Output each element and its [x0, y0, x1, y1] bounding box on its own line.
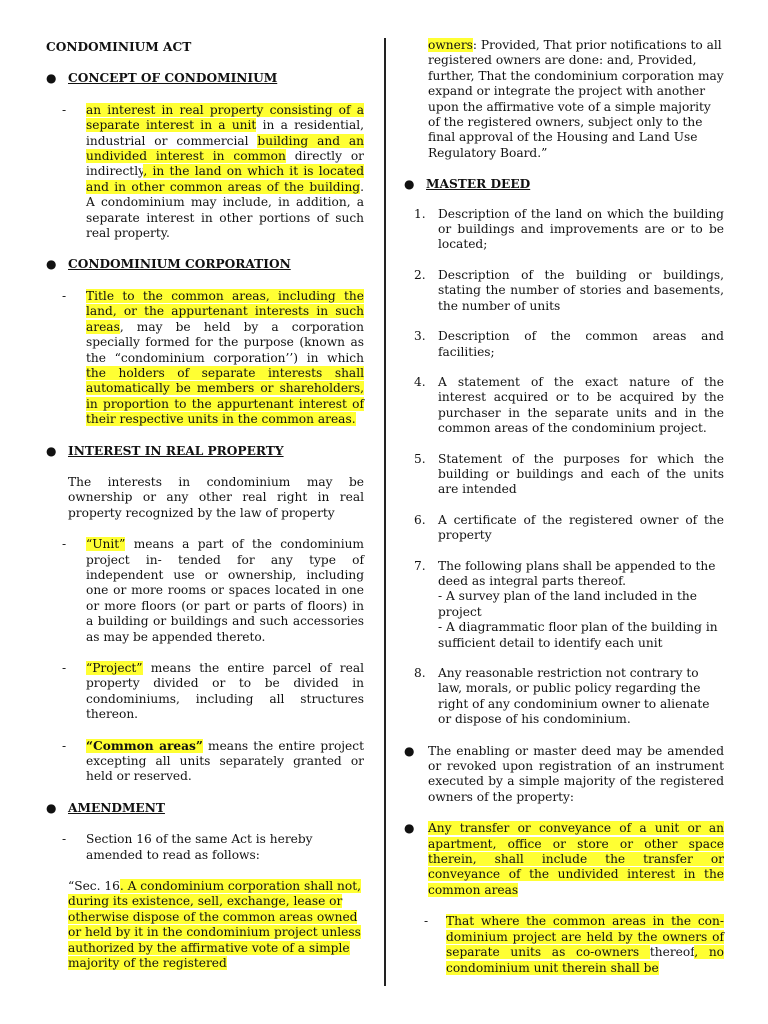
bullet-icon: ● — [404, 743, 415, 758]
list-item — [404, 375, 724, 437]
highlight: “Unit” — [86, 537, 126, 552]
dash-marker: - — [62, 288, 67, 303]
text-span: means a part of the condominium project in- tended for any type of independent use or ownership, including one or more rooms or spaces located in one or more floors (or part or parts of floors) in a building or buildings and such accessories as may be appended thereto. — [86, 537, 364, 644]
list-item-text: A statement of the exact nature of the interest acquired or to be acquired by the purchaser in the separate units and in the common areas of the condominium project. — [438, 374, 724, 436]
heading-master-deed — [404, 177, 724, 192]
dash-marker: - — [62, 738, 67, 753]
document-title: CONDOMINIUM ACT — [46, 40, 192, 54]
list-item — [404, 559, 724, 651]
highlight: “Project” — [86, 661, 143, 675]
unit-definition — [46, 537, 364, 645]
highlight: Title to the common areas, including the land, or the appurtenant interests in such areas — [86, 288, 364, 334]
list-item — [404, 452, 724, 498]
text-span: , may be held by a corporation specially formed for the purpose (known as the “condominium corporation’’) in which — [86, 319, 364, 365]
text-span: means the entire project excepting all units separately granted or held or reserved. — [86, 738, 364, 784]
bullet-icon: ● — [46, 257, 57, 272]
interest-paragraph: The interests in condominium may be ownership or any other real right in real property recognized by the law of property — [68, 474, 364, 520]
text-span: means the entire parcel of real property divided or to be divided in condominiums, including all structures thereon. — [86, 661, 364, 722]
list-item — [404, 666, 724, 728]
bullet-icon: ● — [404, 177, 415, 192]
dash-marker: - — [62, 102, 67, 117]
highlight: building and an undivided interest in common — [86, 133, 364, 164]
bullet-icon: ● — [404, 821, 415, 836]
bullet-icon: ● — [46, 443, 57, 458]
highlight: . A condominium corporation shall not, during its existence, sell, exchange, lease or otherwise dispose of the common areas owned or held by it in the condominium project unless authorized by the affirmative vote of a simple majority of the registered — [68, 879, 362, 971]
concept-definition — [46, 103, 364, 242]
enabling-deed-paragraph — [404, 744, 724, 806]
list-number: 2. — [414, 267, 426, 282]
text-span: “Sec. 16 — [68, 879, 120, 894]
heading-corporation — [46, 257, 364, 272]
transfer-paragraph — [404, 821, 724, 898]
highlight: the holders of separate interests shall automatically be members or shareholders, in proportion to the appurtenant interest of their respective units in the common areas. — [86, 365, 364, 427]
column-divider — [384, 38, 386, 986]
highlight: “Common areas” — [86, 738, 203, 753]
highlight: Any transfer or conveyance of a unit or an apartment, office or store or other space therein, shall include the transfer or conveyance of the undivided interest in the common areas — [428, 821, 724, 897]
section-16-quote — [46, 879, 364, 971]
project-definition — [46, 661, 364, 723]
list-sub-item: - A diagrammatic floor plan of the building in sufficient detail to identify each unit — [438, 620, 718, 650]
heading-interest-label: INTEREST IN REAL PROPERTY — [68, 443, 284, 458]
highlight: owners — [428, 38, 473, 52]
dash-marker: - — [62, 661, 67, 675]
dash-marker: - — [62, 537, 67, 552]
list-number: 1. — [414, 206, 426, 221]
list-number: 3. — [414, 329, 426, 344]
right-column — [404, 38, 724, 976]
list-item-text: The following plans shall be appended to the deed as integral parts thereof. — [438, 558, 716, 588]
proviso-item — [404, 914, 724, 976]
highlight: , no condominium unit therein shall be — [446, 945, 725, 975]
list-item — [404, 268, 724, 314]
text-span: Section 16 of the same Act is hereby amended to read as follows: — [86, 832, 313, 862]
list-item-text: Statement of the purposes for which the building or buildings and each of the units are intended — [438, 451, 724, 497]
heading-corporation-label: CONDOMINIUM CORPORATION — [68, 257, 291, 272]
amendment-item — [46, 832, 364, 863]
list-item-text: Description of the land on which the building or buildings and improvements are or to be located; — [438, 206, 724, 252]
heading-interest — [46, 444, 364, 459]
text-span: in a residential, industrial or commercial — [86, 118, 364, 148]
text-span: The enabling or master deed may be amended or revoked upon registration of an instrument executed by a simple majority of the registered owners of the property: — [428, 743, 724, 804]
heading-concept-label: CONCEPT OF CONDOMINIUM — [68, 71, 278, 86]
corporation-definition — [46, 289, 364, 428]
highlight: That where the common areas in the con- dominium project are held by the owners of separate units as co-owners — [446, 914, 724, 960]
heading-master-deed-label: MASTER DEED — [426, 177, 531, 192]
text-span: . A condominium may include, in addition, a separate interest in other portions of such real property. — [86, 179, 364, 241]
master-deed-list — [404, 207, 724, 728]
dash-marker: - — [424, 914, 429, 929]
list-number: 6. — [414, 512, 426, 527]
left-column — [46, 38, 364, 972]
list-item-text: Description of the common areas and facilities; — [438, 329, 724, 359]
bullet-icon: ● — [46, 800, 57, 815]
heading-concept — [46, 71, 364, 86]
bullet-icon: ● — [46, 71, 57, 86]
list-item-text: Any reasonable restriction not contrary to law, morals, or public policy regarding the right of any condominium owner to alienate or dispose of his condominium. — [438, 666, 710, 727]
list-item-text: A certificate of the registered owner of the property — [438, 512, 724, 543]
list-sub-item: - A survey plan of the land included in the project — [438, 589, 697, 619]
list-number: 4. — [414, 374, 426, 389]
text-span: : Provided, That prior notifications to all registered owners are done: and, Provided, further, That the condominium corporation may expand or integrate the project with another upon the affirmative vote of a simple majority of the registered owners, subject only to the final approval of the Housing and Land Use Regulatory Board.” — [428, 38, 724, 160]
highlight: an interest in real property consisting of a separate interest in a unit — [86, 102, 364, 133]
list-item — [404, 207, 724, 253]
list-item — [404, 329, 724, 360]
text-span: thereof — [649, 945, 695, 960]
section-16-continued — [404, 38, 724, 161]
dash-marker: - — [62, 832, 67, 847]
heading-amendment — [46, 801, 364, 816]
list-number: 8. — [414, 666, 426, 680]
text-span: directly or indirectly — [86, 149, 364, 179]
list-item-text: Description of the building or buildings, stating the number of stories and basements, the number of units — [438, 267, 724, 313]
list-number: 7. — [414, 558, 426, 573]
heading-amendment-label: AMENDMENT — [68, 800, 165, 815]
list-number: 5. — [414, 451, 426, 466]
list-item — [404, 513, 724, 544]
common-areas-definition — [46, 739, 364, 785]
highlight: , in the land on which it is located and in other common areas of the building — [86, 164, 364, 194]
